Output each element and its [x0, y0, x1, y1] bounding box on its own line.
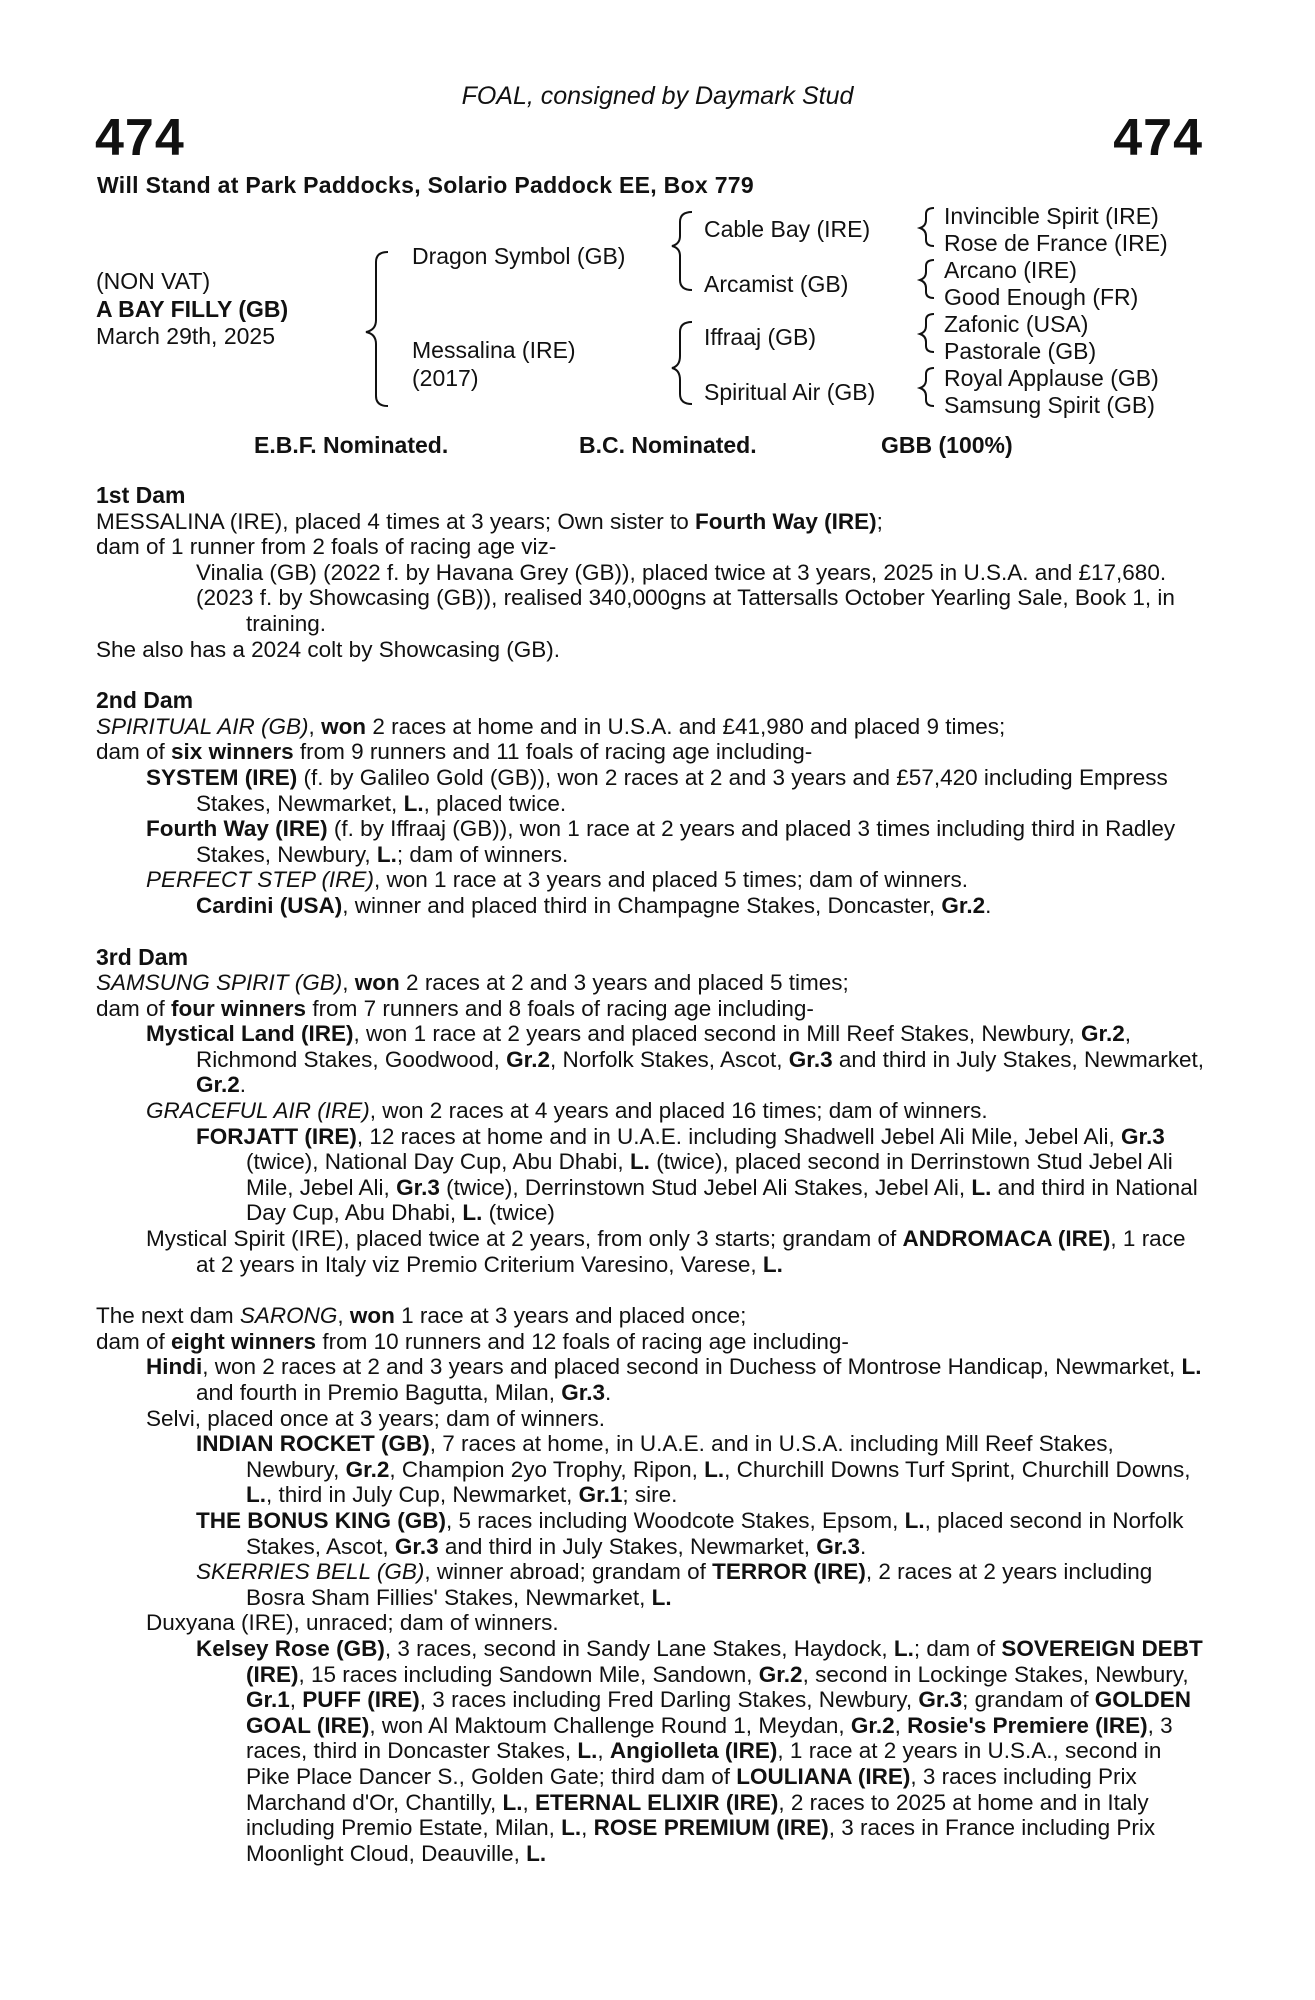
second-dam-line1: SPIRITUAL AIR (GB), won 2 races at home and in U.S.A. and £41,980 and placed 9 times; [96, 713, 1006, 739]
pedigree-dsd: Pastorale (GB) [944, 338, 1097, 364]
next-dam-hindi: Hindi, won 2 races at 2 and 3 years and placed second in Duchess of Montrose Handicap, Newmarket, L. and fourth in Premio Bagutta, Milan, Gr.3. [146, 1354, 1202, 1405]
stand-location: Will Stand at Park Paddocks, Solario Paddock EE, Box 779 [97, 172, 754, 198]
bc-nomination: B.C. Nominated. [579, 432, 757, 458]
pedigree-dam: Messalina (IRE) [412, 337, 576, 363]
first-dam-line1: MESSALINA (IRE), placed 4 times at 3 years; Own sister to Fourth Way (IRE); [96, 508, 883, 534]
next-dam-indian-rocket: INDIAN ROCKET (GB), 7 races at home, in U.A.E. and in U.S.A. including Mill Reef Stakes, Newbury, Gr.2, Champion 2yo Trophy, Ripon, L., Churchill Downs Turf Sprint, Churchill Downs, L., third in July Cup, Newmarket, Gr.1; sire. [196, 1431, 1191, 1508]
pedigree-sds: Arcano (IRE) [944, 257, 1077, 283]
first-dam-progeny-1: Vinalia (GB) (2022 f. by Havana Grey (GB)), placed twice at 3 years, 2025 in U.S.A. and £17,680. [196, 559, 1167, 585]
third-dam-line1: SAMSUNG SPIRIT (GB), won 2 races at 2 and 3 years and placed 5 times; [96, 970, 849, 996]
next-dam-kelsey-rose: Kelsey Rose (GB), 3 races, second in Sandy Lane Stakes, Haydock, L.; dam of SOVEREIGN DEBT (IRE), 15 races including Sandown Mile, Sandown, Gr.2, second in Lockinge Stakes, Newbury, Gr.1, PUFF (IRE), 3 races including Fred Darling Stakes, Newbury, Gr.3; grandam of GOLDEN GOAL (IRE), won Al Maktoum Challenge Round 1, Meydan, Gr.2, Rosie's Premiere (IRE), 3 races, third in Doncaster Stakes, L., Angiolleta (IRE), 1 race at 2 years in U.S.A., second in Pike Place Dancer S., Golden Gate; third dam of LOULIANA (IRE), 3 races including Prix Marchand d'Or, Chantilly, L., ETERNAL ELIXIR (IRE), 2 races to 2025 at home and in Italy including Premio Estate, Milan, L., ROSE PREMIUM (IRE), 3 races in France including Prix Moonlight Cloud, Deauville, L. [196, 1635, 1203, 1866]
horse-name: A BAY FILLY (GB) [96, 296, 289, 322]
pedigree-ds: Iffraaj (GB) [704, 324, 817, 350]
next-dam-line1: The next dam SARONG, won 1 race at 3 years and placed once; [96, 1303, 747, 1329]
next-dam-duxyana: Duxyana (IRE), unraced; dam of winners. [146, 1610, 559, 1636]
lot-number-right: 474 [1113, 109, 1203, 167]
first-dam-note: She also has a 2024 colt by Showcasing (GB). [96, 636, 561, 662]
third-dam-heading: 3rd Dam [96, 943, 189, 970]
second-dam-fourth-way: Fourth Way (IRE) (f. by Iffraaj (GB)), won 1 race at 2 years and placed 3 times including third in Radley Stakes, Newbury, L.; dam of winners. [146, 816, 1176, 867]
pedigree-dss: Zafonic (USA) [944, 311, 1089, 337]
second-dam-line2: dam of six winners from 9 runners and 11 foals of racing age including- [96, 739, 813, 765]
pedigree-sd: Arcamist (GB) [704, 271, 849, 297]
third-dam-line2: dam of four winners from 7 runners and 8 foals of racing age including- [96, 995, 814, 1021]
first-dam-line2: dam of 1 runner from 2 foals of racing age viz- [96, 534, 557, 560]
pedigree-dd: Spiritual Air (GB) [704, 379, 876, 405]
next-dam-skerries-bell: SKERRIES BELL (GB), winner abroad; grandam of TERROR (IRE), 2 races at 2 years including Bosra Sham Fillies' Stakes, Newmarket, L. [196, 1559, 1153, 1610]
lot-number-left: 474 [95, 109, 185, 167]
pedigree-dam-year: (2017) [412, 365, 479, 391]
pedigree-sire: Dragon Symbol (GB) [412, 243, 626, 269]
second-dam-perfect-step: PERFECT STEP (IRE), won 1 race at 3 years and placed 5 times; dam of winners. [146, 867, 968, 893]
third-dam-mystical-land: Mystical Land (IRE), won 1 race at 2 years and placed second in Mill Reef Stakes, Newbury, Gr.2, Richmond Stakes, Goodwood, Gr.2, Norfolk Stakes, Ascot, Gr.3 and third in July Stakes, Newmarket, Gr.2. [146, 1021, 1204, 1098]
vat-status: (NON VAT) [96, 268, 211, 294]
first-dam-heading: 1st Dam [96, 482, 186, 508]
next-dam-line2: dam of eight winners from 10 runners and 12 foals of racing age including- [96, 1328, 849, 1354]
foaling-date: March 29th, 2025 [96, 323, 276, 349]
second-dam-system: SYSTEM (IRE) (f. by Galileo Gold (GB)), won 2 races at 2 and 3 years and £57,420 including Empress Stakes, Newmarket, L., placed twice. [146, 764, 1168, 816]
second-dam-heading: 2nd Dam [96, 687, 194, 714]
gbb-status: GBB (100%) [881, 432, 1013, 458]
pedigree-ddd: Samsung Spirit (GB) [944, 392, 1155, 418]
pedigree-sss: Invincible Spirit (IRE) [944, 203, 1159, 229]
first-dam-progeny-2: (2023 f. by Showcasing (GB)), realised 340,000gns at Tattersalls October Yearling Sale, Book 1, in training. [196, 585, 1175, 636]
consignor-line: FOAL, consigned by Daymark Stud [461, 82, 854, 110]
pedigree-ssd: Rose de France (IRE) [944, 230, 1168, 256]
third-dam-mystical-spirit: Mystical Spirit (IRE), placed twice at 2 years, from only 3 starts; grandam of ANDROMACA (IRE), 1 race at 2 years in Italy viz Premio Criterium Varesino, Varese, L. [146, 1226, 1186, 1277]
third-dam-graceful-air: GRACEFUL AIR (IRE), won 2 races at 4 years and placed 16 times; dam of winners. [146, 1098, 988, 1124]
ebf-nomination: E.B.F. Nominated. [254, 432, 449, 458]
pedigree-sdd: Good Enough (FR) [944, 284, 1139, 310]
catalogue-body [96, 483, 1206, 1866]
third-dam-forjatt: FORJATT (IRE), 12 races at home and in U.A.E. including Shadwell Jebel Ali Mile, Jebel Ali, Gr.3 (twice), National Day Cup, Abu Dhabi, L. (twice), placed second in Derrinstown Stud Jebel Ali Mile, Jebel Ali, Gr.3 (twice), Derrinstown Stud Jebel Ali Stakes, Jebel Ali, L. and third in National Day Cup, Abu Dhabi, L. (twice) [196, 1123, 1198, 1226]
next-dam-bonus-king: THE BONUS KING (GB), 5 races including Woodcote Stakes, Epsom, L., placed second in Norfolk Stakes, Ascot, Gr.3 and third in July Stakes, Newmarket, Gr.3. [196, 1507, 1184, 1559]
next-dam-selvi: Selvi, placed once at 3 years; dam of winners. [146, 1405, 605, 1431]
second-dam-cardini: Cardini (USA), winner and placed third in Champagne Stakes, Doncaster, Gr.2. [196, 892, 992, 918]
pedigree-dds: Royal Applause (GB) [944, 365, 1159, 391]
pedigree-ss: Cable Bay (IRE) [704, 216, 871, 242]
